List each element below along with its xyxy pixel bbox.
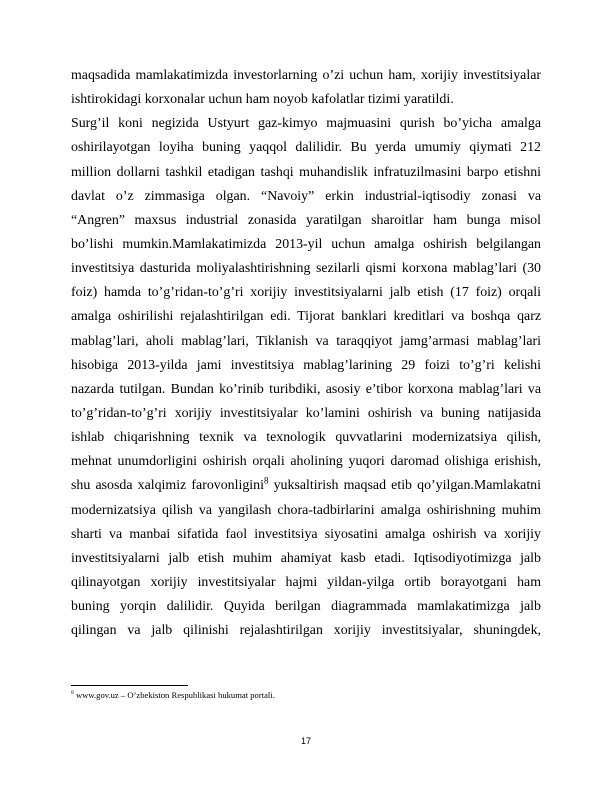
text-line: qilingan va jalb qilinishi rejalashtirilgan xorijiy investitsiyalar, shuningdek, <box>71 623 541 639</box>
text-line: ishtirokidagi korxonalar uchun ham noyob kafolatlar tizimi yaratildi. <box>71 92 454 108</box>
text-line: “Angren” maxsus industrial zonasida yaratilgan sharoitlar ham bunga misol <box>71 212 541 228</box>
text-line: foiz) hamda to’g’ridan-to’g’ri xorijiy investitsiyalarni jalb etish (17 foiz) orqali <box>71 285 541 301</box>
text-line: amalga oshirilishi rejalashtirilgan edi. Tijorat banklari kreditlari va boshqa qarz <box>71 309 541 325</box>
text-line-with-footnote <box>71 474 541 498</box>
text-line: sharti va manbai sifatida faol investitsiya siyosatini amalga oshirish va xorijiy <box>71 526 541 542</box>
text-line: investitsiyalarni jalb etish muhim ahamiyat kasb etadi. Iqtisodiyotimizga jalb <box>71 550 541 566</box>
text-line: buning yorqin dalilidir. Quyida berilgan diagrammada mamlakatimizga jalb <box>71 599 541 615</box>
text-line: ishlab chiqarishning texnik va texnologik quvvatlarini modernizatsiya qilish, <box>71 430 541 446</box>
text-line: davlat o’z zimmasiga olgan. “Navoiy” erkin industrial-iqtisodiy zonasi va <box>71 188 541 204</box>
text-line: qilinayotgan xorijiy investitsiyalar hajmi yildan-yilga ortib borayotgani ham <box>71 574 541 590</box>
text-line: to’g’ridan-to’g’ri xorijiy investitsiyalar ko’lamini oshirish va buning natijasida <box>71 405 541 421</box>
body-text <box>71 64 541 643</box>
footnote <box>71 690 541 701</box>
footnote-divider <box>71 685 188 686</box>
footnote-reference[interactable]: 8 <box>263 475 269 486</box>
text-line: investitsiya dasturida moliyalashtirishning sezilarli qismi korxona mablag’lari (30 <box>71 261 541 277</box>
text-line: Surg’il koni negizida Ustyurt gaz-kimyo majmuasini qurish bo’yicha amalga <box>71 116 541 132</box>
footnote-text: www.gov.uz – O’zbekiston Respublikasi hukumat portali. <box>73 690 275 700</box>
page-number: 17 <box>300 736 311 746</box>
text-line: bo’lishi mumkin.Mamlakatimizda 2013-yil uchun amalga oshirish belgilangan <box>71 236 541 252</box>
text-line: oshirilayotgan loyiha buning yaqqol dalilidir. Bu yerda umumiy qiymati 212 <box>71 140 541 156</box>
text-line: nazarda tutilgan. Bundan ko’rinib turibdiki, asosiy e’tibor korxona mablag’lari va <box>71 381 541 397</box>
text-line: maqsadida mamlakatimizda investorlarning o’zi uchun ham, xorijiy investitsiyalar <box>71 68 541 83</box>
paragraph-continuation <box>71 64 541 112</box>
text-line: mehnat unumdorligini oshirish orqali aholining yuqori daromad olishiga erishish, <box>71 454 541 470</box>
footnote-mark: 8 <box>71 690 74 697</box>
text-segment: yuksaltirish maqsad etib qo’yilgan.Mamlakatni <box>268 478 541 494</box>
text-line: million dollarni tashkil etadigan tashqi muhandislik infratuzilmasini barpo etishni <box>71 164 541 180</box>
paragraph-surgil <box>71 112 541 643</box>
text-line: mablag’lari, aholi mablag’lari, Tiklanish va taraqqiyot jamg’armasi mablag’lari <box>71 333 541 349</box>
text-line: hisobiga 2013-yilda jami investitsiya mablag’larining 29 foizi to’g’ri kelishi <box>71 357 541 373</box>
text-line: modernizatsiya qilish va yangilash chora-tadbirlarini amalga oshirishning muhim <box>71 502 541 518</box>
text-segment: shu asosda xalqimiz farovonligini <box>71 478 264 494</box>
